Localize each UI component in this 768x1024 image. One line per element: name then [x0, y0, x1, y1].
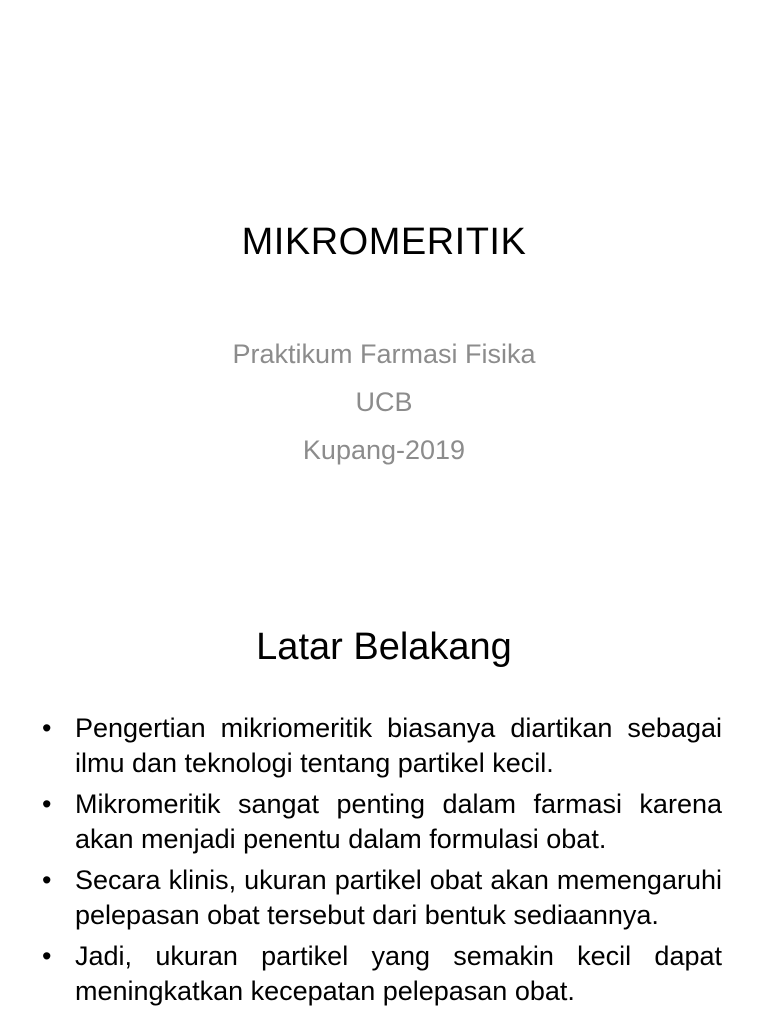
bullet-dot-icon: •: [42, 789, 52, 819]
bullet-item-2: [42, 787, 722, 857]
bullet-text-4: Jadi, ukuran partikel yang semakin kecil dapat meningkatkan kecepatan pelepasan obat.: [75, 941, 722, 1006]
subtitle-block: [0, 330, 768, 474]
subtitle-location-year: Kupang-2019: [302, 435, 466, 465]
bullet-dot-icon: •: [42, 865, 52, 895]
presentation-title: MIKROMERITIK: [241, 221, 527, 263]
bullet-list: [42, 711, 722, 1015]
bullet-item-1: [42, 711, 722, 781]
content-slide: [0, 576, 768, 1024]
bullet-text-3: Secara klinis, ukuran partikel obat akan memengaruhi pelepasan obat tersebut dari bentuk sediaannya.: [75, 865, 722, 930]
subtitle-institution: UCB: [355, 387, 413, 417]
bullet-item-3: [42, 863, 722, 933]
section-title: Latar Belakang: [256, 626, 512, 668]
subtitle-course: Praktikum Farmasi Fisika: [232, 339, 536, 369]
bullet-item-4: [42, 939, 722, 1009]
bullet-dot-icon: •: [42, 941, 52, 971]
bullet-text-2: Mikromeritik sangat penting dalam farmasi karena akan menjadi penentu dalam formulasi obat.: [75, 789, 722, 854]
bullet-text-1: Pengertian mikriomeritik biasanya diartikan sebagai ilmu dan teknologi tentang partikel kecil.: [75, 713, 722, 778]
bullet-dot-icon: •: [42, 713, 52, 743]
